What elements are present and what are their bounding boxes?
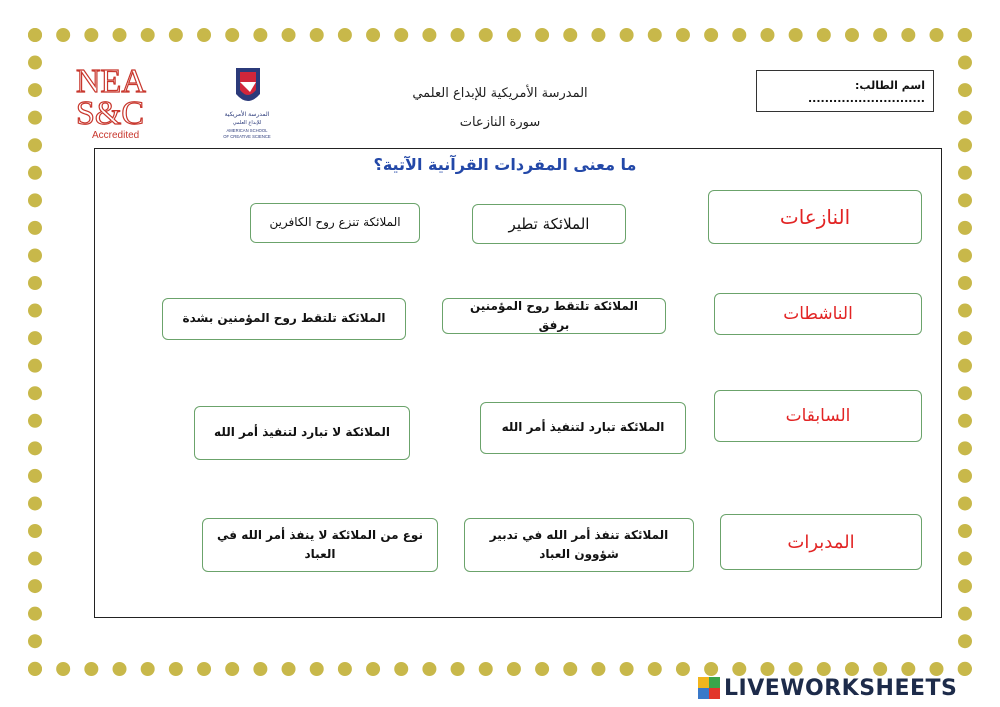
student-name-label: اسم الطالب: [855, 79, 925, 92]
term-card[interactable]: السابقات [714, 390, 922, 442]
term-card[interactable]: النازعات [708, 190, 922, 244]
question-title: ما معنى المفردات القرآنية الآتية؟ [373, 155, 637, 174]
answer-card[interactable]: نوع من الملائكة لا ينفذ أمر الله في العباد [202, 518, 438, 572]
term-card[interactable]: الناشطات [714, 293, 922, 335]
neasc-logo [72, 58, 172, 142]
svg-text:المدرسة الأمريكية: المدرسة الأمريكية [224, 111, 270, 118]
answer-card[interactable]: الملائكة تبارد لتنفيذ أمر الله [480, 402, 686, 454]
answer-card[interactable]: الملائكة تلتقط روح المؤمنين بشدة [162, 298, 406, 340]
answer-card[interactable]: الملائكة تطير [472, 204, 626, 244]
liveworksheets-logo-icon [698, 677, 720, 699]
school-name: المدرسة الأمريكية للإبداع العلمي [412, 86, 588, 101]
svg-text:AMERICAN SCHOOL: AMERICAN SCHOOL [226, 128, 268, 133]
school-header [380, 86, 620, 144]
answer-card[interactable]: الملائكة لا تبارد لتنفيذ أمر الله [194, 406, 410, 460]
student-name-input[interactable]: ............................ [807, 92, 925, 105]
asc-logo [210, 64, 285, 142]
svg-text:OF CREATIVE SCIENCE: OF CREATIVE SCIENCE [223, 134, 271, 139]
liveworksheets-text: LIVEWORKSHEETS [724, 675, 958, 701]
answer-card[interactable]: الملائكة تنزع روح الكافرين [250, 203, 420, 243]
svg-text:للإبداع العلمي: للإبداع العلمي [232, 120, 262, 126]
liveworksheets-brand [698, 676, 994, 700]
surah-title: سورة النازعات [459, 115, 541, 130]
svg-text:S&C: S&C [76, 95, 145, 132]
answer-card[interactable]: الملائكة تنفذ أمر الله في تدبير شؤوون العباد [464, 518, 694, 572]
svg-text:NEA: NEA [76, 63, 146, 100]
neasc-accredited-text: Accredited [92, 130, 140, 141]
term-card[interactable]: المدبرات [720, 514, 922, 570]
answer-card[interactable]: الملائكة تلتقط روح المؤمنين برفق [442, 298, 666, 334]
student-name-box [756, 70, 934, 112]
